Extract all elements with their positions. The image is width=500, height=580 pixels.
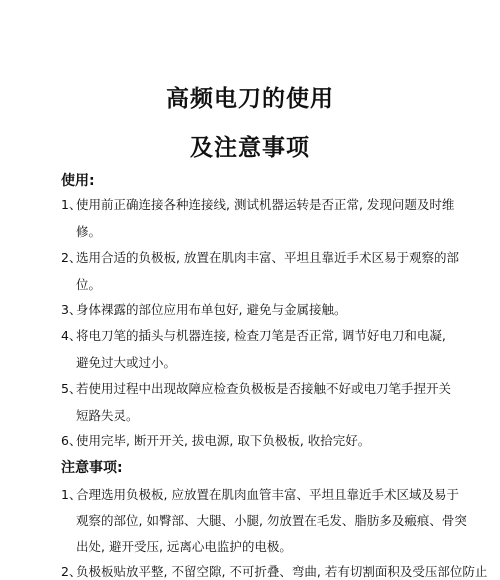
item-number: 6、 bbox=[61, 433, 82, 448]
item-line: 负极板贴放平整, 不留空隙, 不可折叠、弯曲, 若有切割面积及受压部位防止 bbox=[76, 564, 488, 579]
item-line: 修。 bbox=[76, 224, 102, 239]
item-line: 将电刀笔的插头与机器连接, 检查刀笔是否正常, 调节好电刀和电凝, bbox=[76, 328, 446, 343]
item-number: 5、 bbox=[61, 381, 82, 396]
item-line: 若使用过程中出现故障应检查负极板是否接触不好或电刀笔手捏开关 bbox=[76, 381, 452, 396]
doc-title-line2: 及注意事项 bbox=[190, 135, 310, 161]
item-line: 位。 bbox=[76, 277, 102, 292]
item-number: 2、 bbox=[61, 250, 82, 265]
doc-title-line1: 高频电刀的使用 bbox=[166, 86, 334, 112]
item-number: 3、 bbox=[61, 302, 82, 317]
item-line: 避免过大或过小。 bbox=[76, 355, 177, 370]
item-line: 出处, 避开受压, 远离心电监护的电极。 bbox=[76, 539, 292, 554]
item-line: 使用完毕, 断开开关, 拔电源, 取下负极板, 收拾完好。 bbox=[76, 433, 371, 448]
item-line: 选用合适的负极板, 放置在肌肉丰富、平坦且靠近手术区易于观察的部 bbox=[76, 250, 459, 265]
item-line: 短路失灵。 bbox=[76, 408, 139, 423]
item-line: 合理选用负极板, 应放置在肌肉血管丰富、平坦且靠近手术区域及易于 bbox=[76, 487, 459, 502]
item-number: 4、 bbox=[61, 328, 82, 343]
item-line: 使用前正确连接各种连接线, 测试机器运转是否正常, 发现问题及时维 bbox=[76, 197, 455, 212]
usage-heading: 使用: bbox=[61, 173, 95, 189]
notes-heading: 注意事项: bbox=[61, 460, 123, 476]
item-line: 观察的部位, 如臀部、大腿、小腿, 勿放置在毛发、脂肪多及瘢痕、骨突 bbox=[76, 513, 467, 528]
item-number: 1、 bbox=[61, 197, 82, 212]
item-line: 身体裸露的部位应用布单包好, 避免与金属接触。 bbox=[76, 302, 347, 317]
item-number: 2、 bbox=[61, 564, 82, 579]
item-number: 1、 bbox=[61, 487, 82, 502]
